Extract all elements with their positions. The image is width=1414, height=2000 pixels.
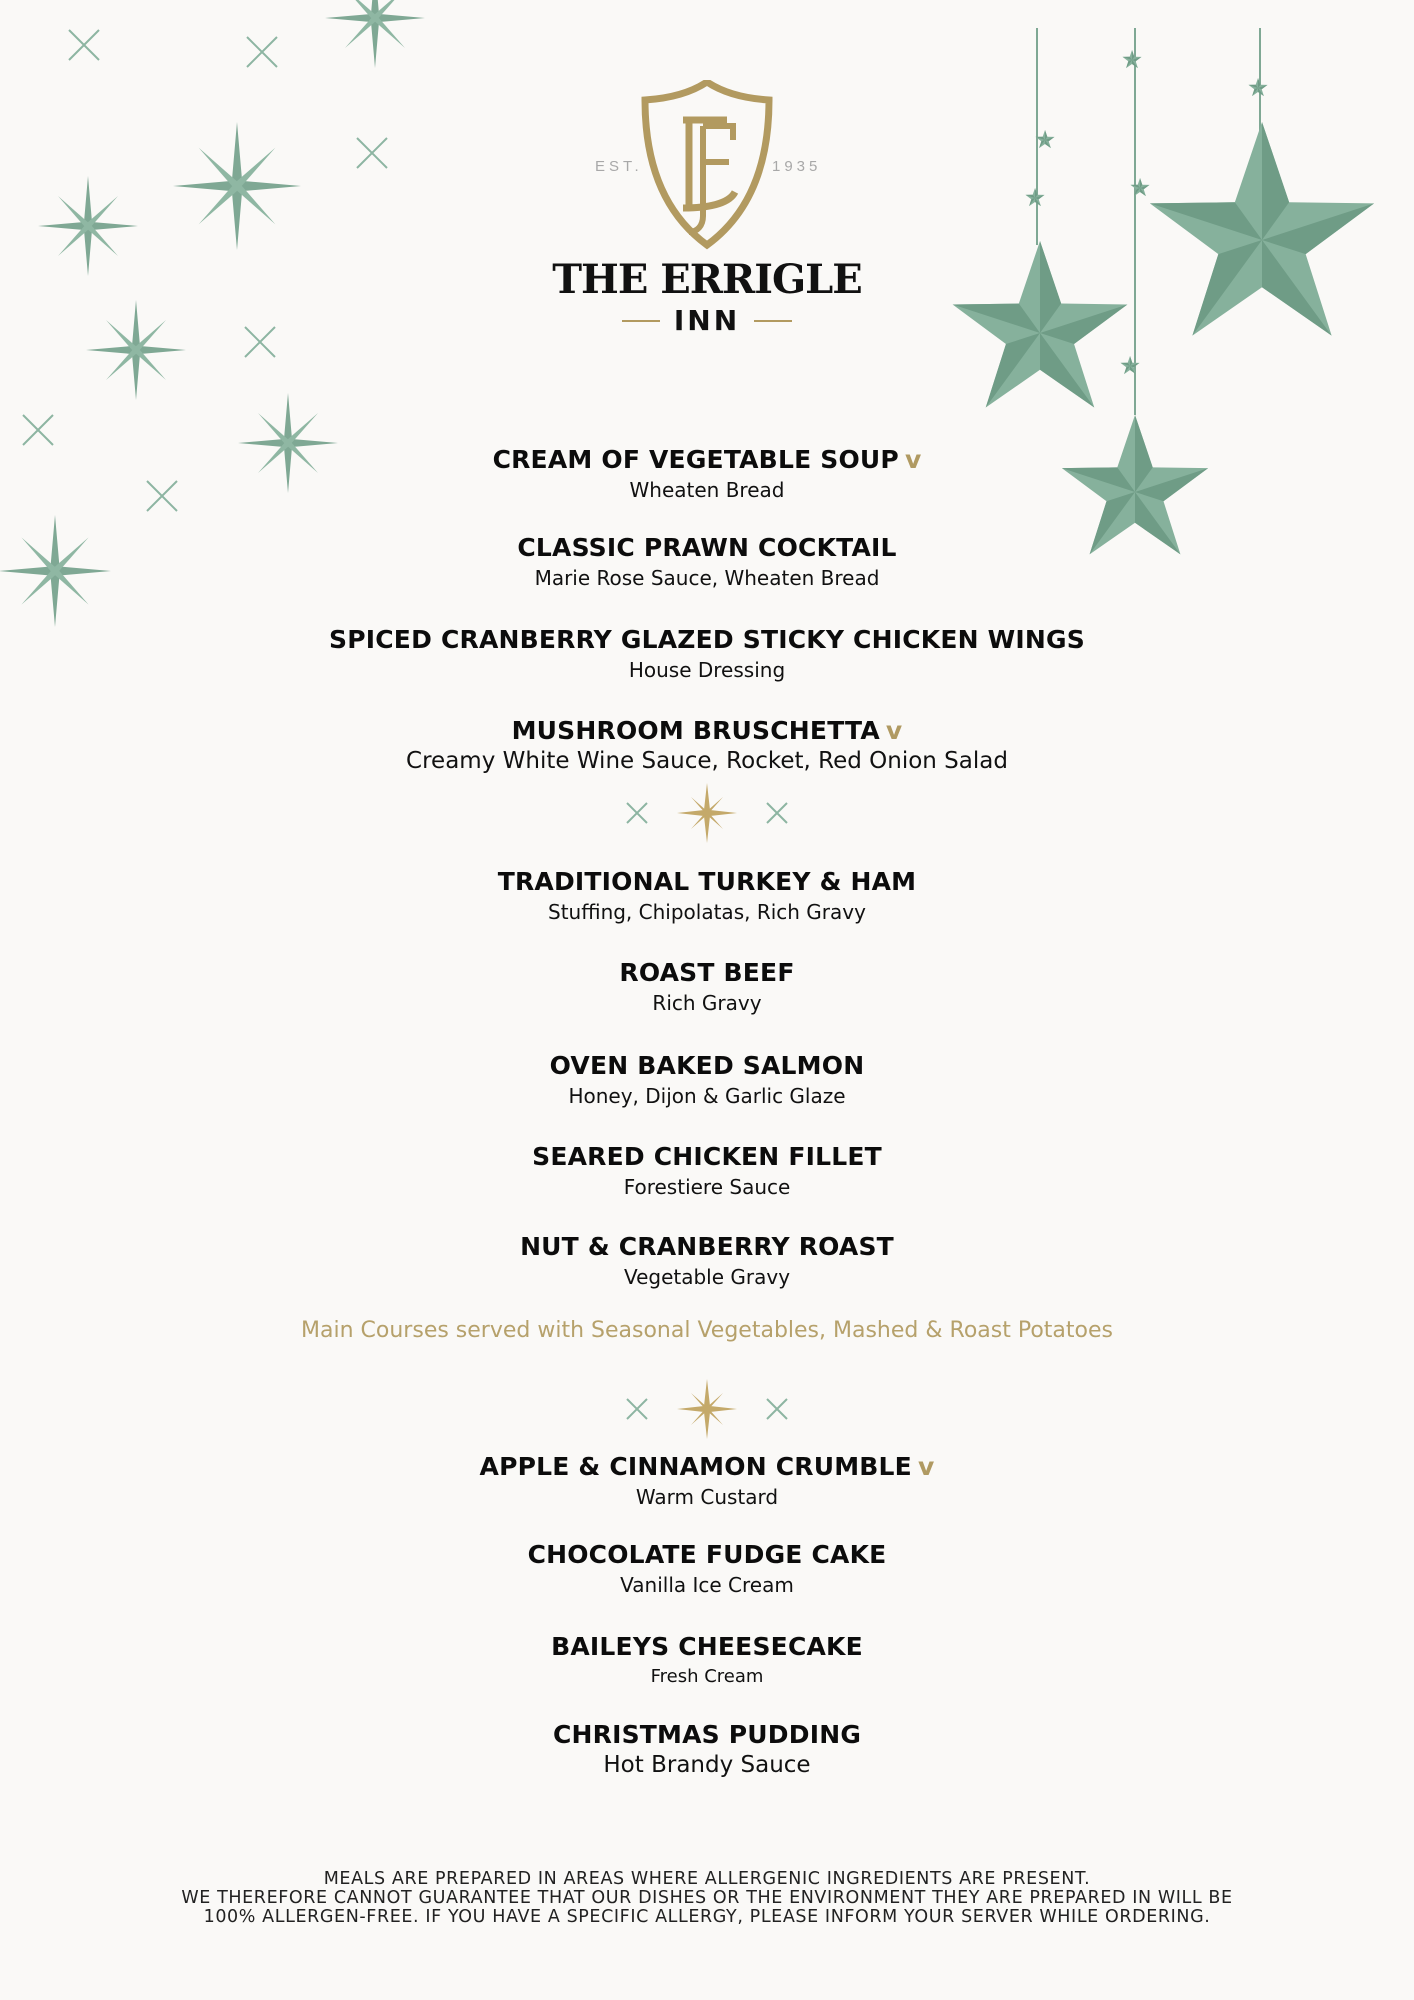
menu-item <box>0 715 1414 775</box>
menu-item <box>0 866 1414 926</box>
menu-item <box>0 1631 1414 1691</box>
allergen-notice <box>0 1870 1414 1927</box>
dish-description: Stuffing, Chipolatas, Rich Gravy <box>548 900 866 924</box>
menu-item <box>0 1719 1414 1779</box>
allergen-notice-line: 100% ALLERGEN-FREE. IF YOU HAVE A SPECIFIC ALLERGY, PLEASE INFORM YOUR SERVER WHILE ORDERING. <box>203 1907 1211 1927</box>
menu-item <box>0 1050 1414 1110</box>
dish-description: Wheaten Bread <box>629 478 785 502</box>
dish-name: CHRISTMAS PUDDING <box>552 1720 862 1749</box>
dish-name: OVEN BAKED SALMON <box>549 1051 865 1080</box>
vegetarian-badge: v <box>904 445 922 474</box>
menu-item <box>0 1539 1414 1599</box>
dish-description: Vanilla Ice Cream <box>620 1573 794 1597</box>
dish-description: Creamy White Wine Sauce, Rocket, Red Onion Salad <box>406 748 1008 774</box>
dish-description: Rich Gravy <box>652 991 762 1015</box>
allergen-notice-line: WE THEREFORE CANNOT GUARANTEE THAT OUR DISHES OR THE ENVIRONMENT THEY ARE PREPARED IN WILL BE <box>181 1888 1233 1908</box>
dish-description: Forestiere Sauce <box>623 1175 791 1199</box>
menu-item <box>0 1451 1414 1511</box>
divider-line <box>622 320 660 322</box>
shield-crest-icon <box>637 80 777 250</box>
dish-description: Fresh Cream <box>650 1666 764 1687</box>
menu-item <box>0 957 1414 1017</box>
menu-item <box>0 532 1414 592</box>
vegetarian-badge: v <box>885 716 903 745</box>
est-label: EST. <box>595 158 643 175</box>
vegetarian-badge: v <box>917 1452 935 1481</box>
restaurant-name: THE ERRIGLE <box>552 256 862 303</box>
dish-description: Hot Brandy Sauce <box>603 1752 811 1778</box>
dish-name: APPLE & CINNAMON CRUMBLE <box>479 1452 912 1481</box>
dish-name: CLASSIC PRAWN COCKTAIL <box>517 533 897 562</box>
dish-description: Honey, Dijon & Garlic Glaze <box>568 1084 846 1108</box>
menu-item <box>0 624 1414 684</box>
divider-line <box>754 320 792 322</box>
dish-name: CREAM OF VEGETABLE SOUP <box>492 445 899 474</box>
allergen-notice-line: MEALS ARE PREPARED IN AREAS WHERE ALLERGENIC INGREDIENTS ARE PRESENT. <box>323 1869 1091 1889</box>
dish-name: ROAST BEEF <box>619 958 795 987</box>
dish-description: Marie Rose Sauce, Wheaten Bread <box>534 566 880 590</box>
dish-name: NUT & CRANBERRY ROAST <box>520 1232 894 1261</box>
star-divider-icon <box>607 1376 807 1446</box>
dish-name: CHOCOLATE FUDGE CAKE <box>527 1540 887 1569</box>
menu-item <box>0 1231 1414 1291</box>
mains-note: Main Courses served with Seasonal Vegetables, Mashed & Roast Potatoes <box>301 1318 1113 1343</box>
dish-description: House Dressing <box>628 658 786 682</box>
dish-description: Vegetable Gravy <box>623 1265 791 1289</box>
dish-name: TRADITIONAL TURKEY & HAM <box>497 867 917 896</box>
dish-name: MUSHROOM BRUSCHETTA <box>511 716 880 745</box>
dish-description: Warm Custard <box>635 1485 779 1509</box>
dish-name: SPICED CRANBERRY GLAZED STICKY CHICKEN WINGS <box>329 625 1085 654</box>
restaurant-logo <box>0 80 1414 337</box>
menu-item <box>0 444 1414 504</box>
restaurant-subname: INN <box>673 304 741 337</box>
est-year: 1935 <box>772 158 822 175</box>
dish-name: SEARED CHICKEN FILLET <box>532 1142 882 1171</box>
menu-item <box>0 1141 1414 1201</box>
star-divider-icon <box>607 780 807 850</box>
dish-name: BAILEYS CHEESECAKE <box>551 1632 863 1661</box>
